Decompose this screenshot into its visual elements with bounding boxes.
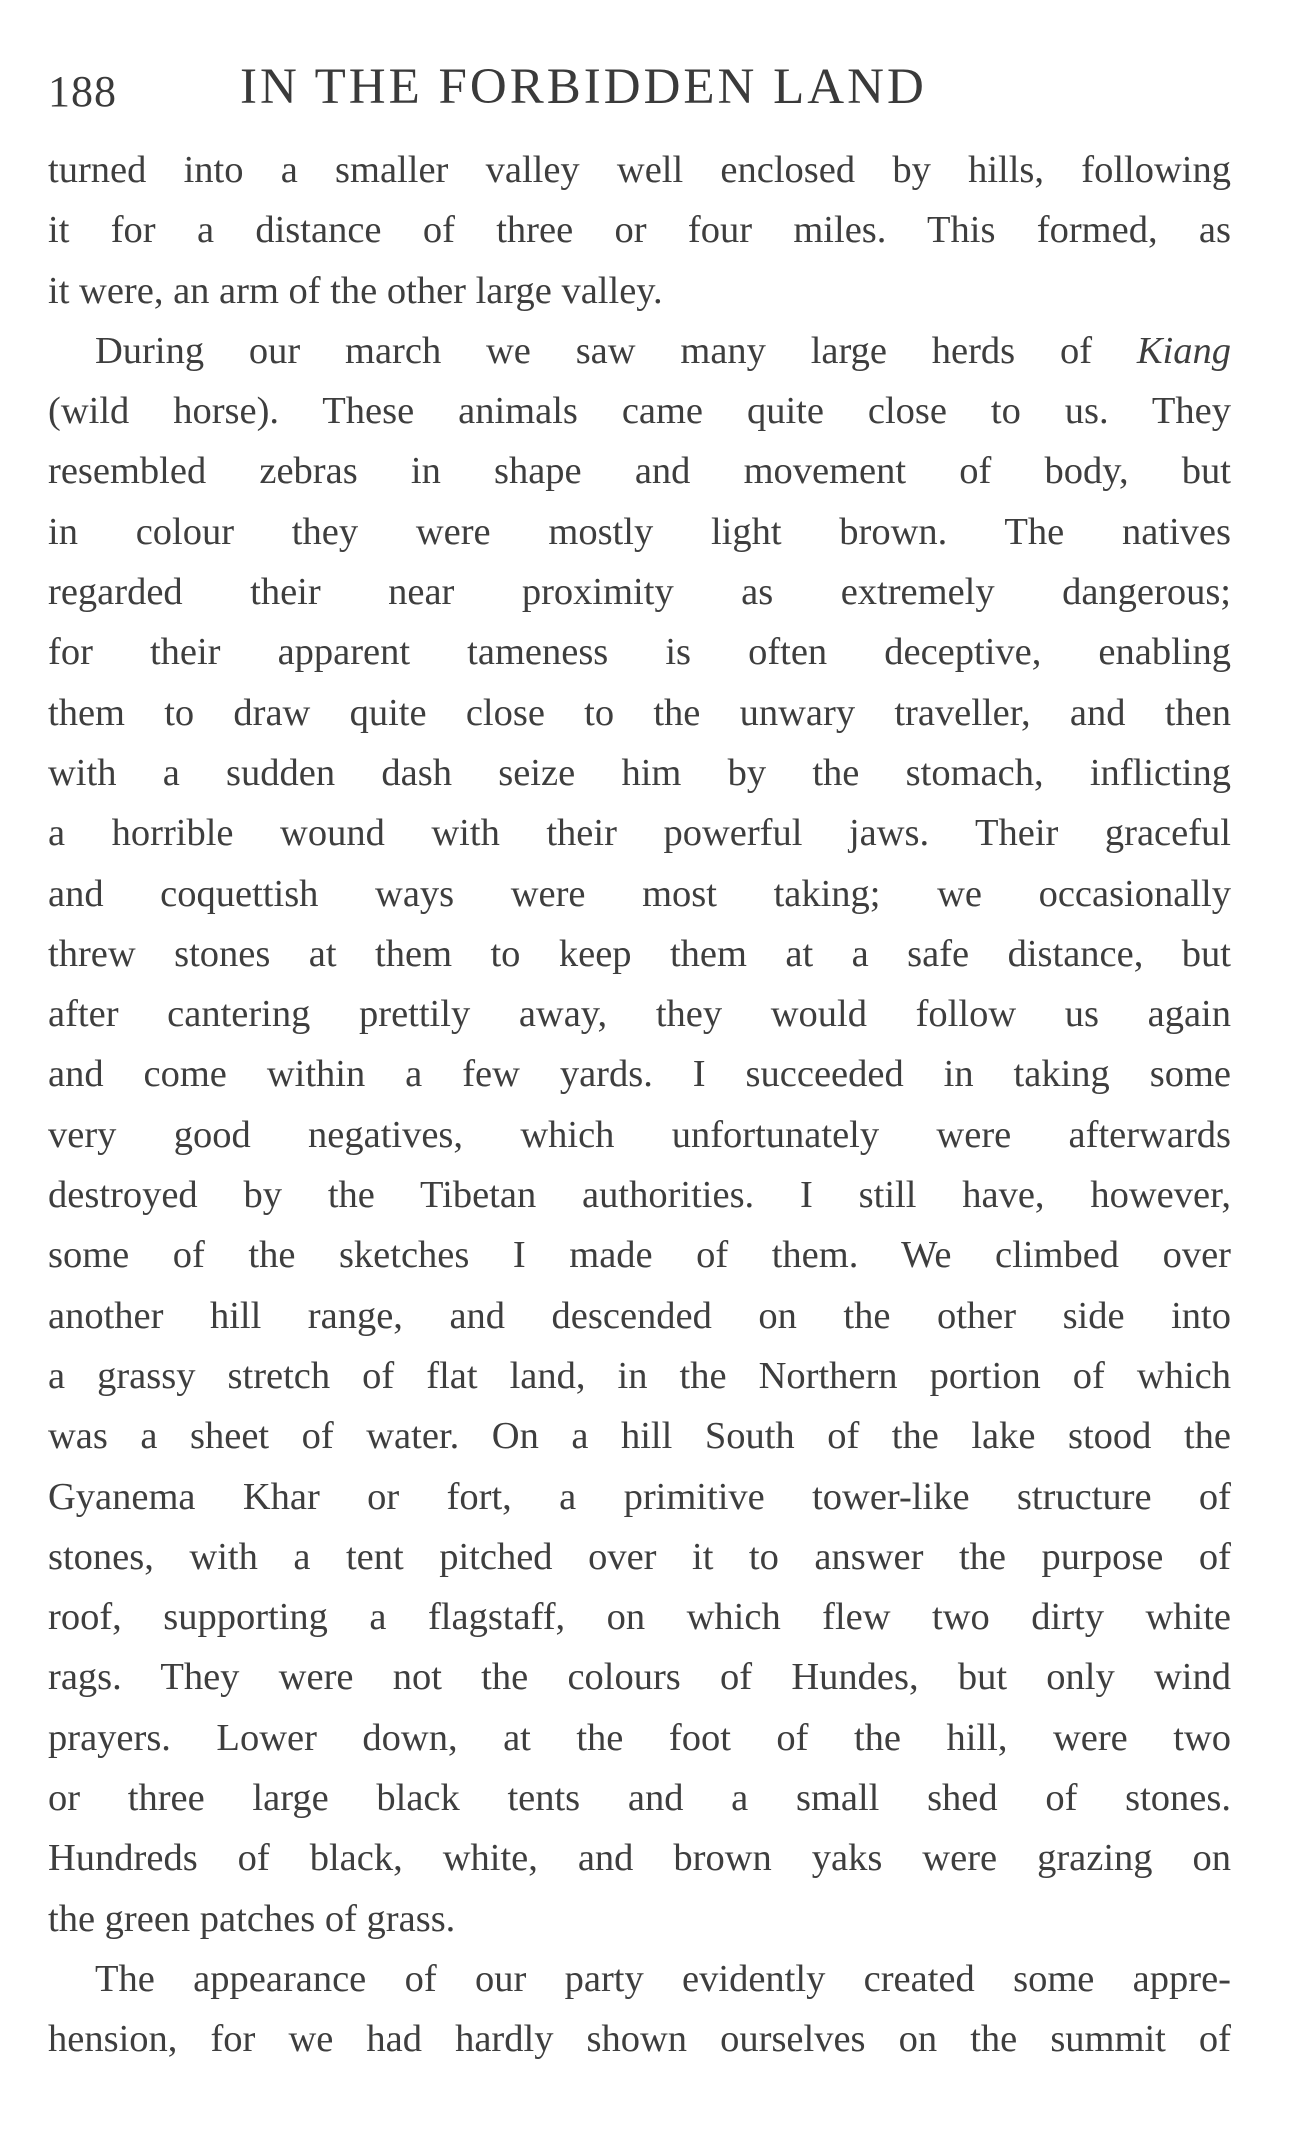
text-line: (wild horse). These animals came quite close to us. They [48, 390, 1231, 433]
text-line: in colour they were mostly light brown. The natives [48, 510, 1231, 553]
text-line: Hundreds of black, white, and brown yaks were grazing on [48, 1837, 1231, 1880]
text-line: or three large black tents and a small shed of stones. [48, 1777, 1231, 1820]
text-line: regarded their near proximity as extremely dangerous; [48, 571, 1231, 614]
text-line: threw stones at them to keep them at a safe distance, but [48, 932, 1231, 975]
text-line: hension, for we had hardly shown ourselves on the summit of [48, 2018, 1231, 2061]
text-line: very good negatives, which unfortunately were afterwards [48, 1113, 1231, 1156]
text-line: the green patches of grass. [48, 1897, 456, 1940]
text-line: roof, supporting a flagstaff, on which flew two dirty white [48, 1596, 1231, 1639]
paragraph-start-line: The appearance of our party evidently created some appre- [95, 1957, 1231, 2000]
text-line: them to draw quite close to the unwary traveller, and then [48, 691, 1231, 734]
text-line: destroyed by the Tibetan authorities. I still have, however, [48, 1174, 1231, 1217]
paragraph-start-line [48, 321, 1231, 381]
text-line: another hill range, and descended on the other side into [48, 1294, 1231, 1337]
text-line: some of the sketches I made of them. We climbed over [48, 1234, 1231, 1277]
running-head [48, 58, 1048, 128]
text-line: resembled zebras in shape and movement of body, but [48, 450, 1231, 493]
text-line: rags. They were not the colours of Hundes, but only wind [48, 1656, 1231, 1699]
text-line: it were, an arm of the other large valley. [48, 269, 663, 312]
text-line: with a sudden dash seize him by the stomach, inflicting [48, 751, 1231, 794]
text-line: Gyanema Khar or fort, a primitive tower-like structure of [48, 1475, 1231, 1518]
text-line: for their apparent tameness is often deceptive, enabling [48, 631, 1231, 674]
text-line: after cantering prettily away, they would follow us again [48, 993, 1231, 1036]
body-text [48, 140, 1231, 2070]
text-line: prayers. Lower down, at the foot of the hill, were two [48, 1716, 1231, 1759]
text-line: stones, with a tent pitched over it to answer the purpose of [48, 1535, 1231, 1578]
text-line: turned into a smaller valley well enclosed by hills, following [48, 149, 1231, 191]
running-title: IN THE FORBIDDEN LAND [240, 59, 927, 115]
text-line: a grassy stretch of flat land, in the Northern portion of which [48, 1354, 1231, 1397]
page-number: 188 [48, 67, 117, 116]
text-line: and coquettish ways were most taking; we occasionally [48, 872, 1231, 915]
text-line: and come within a few yards. I succeeded in taking some [48, 1053, 1231, 1096]
italic-term: Kiang [1136, 329, 1231, 372]
text-line: was a sheet of water. On a hill South of the lake stood the [48, 1415, 1231, 1458]
text-line: a horrible wound with their powerful jaws. Their graceful [48, 812, 1231, 855]
text-span: During our march we saw many large herds of [95, 329, 1137, 372]
text-line: it for a distance of three or four miles. This formed, as [48, 209, 1231, 252]
